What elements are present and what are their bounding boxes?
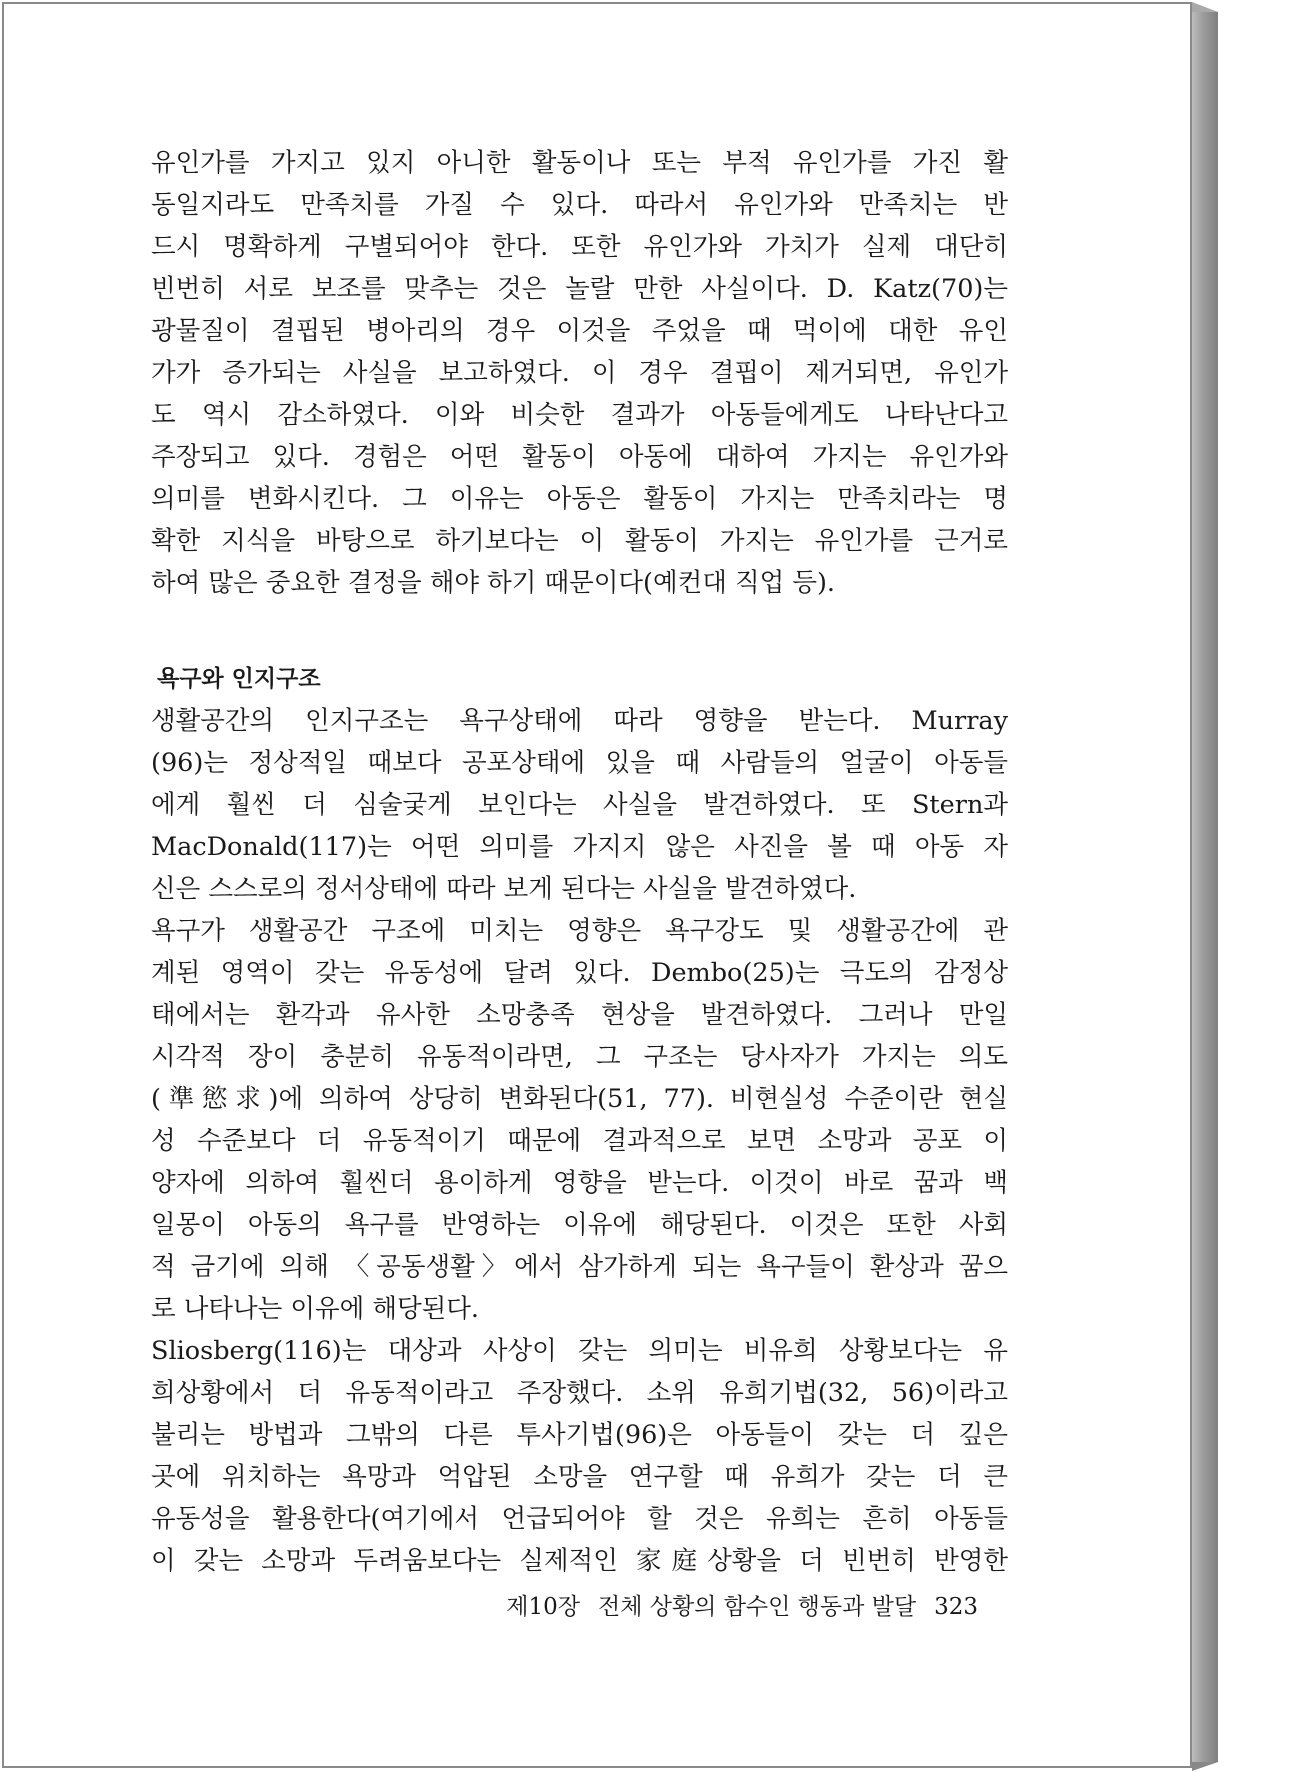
footer-chapter: 제10장 (506, 1594, 580, 1620)
text-line: 불리는 방법과 그밖의 다른 투사기법(96)은 아동들이 갖는 더 깊은 (151, 1420, 1008, 1450)
text-line: 계된 영역이 갖는 유동성에 달려 있다. Dembo(25)는 극도의 감정상 (151, 958, 1008, 988)
paragraph-intro (151, 142, 1008, 604)
text-line: 드시 명확하게 구별되어야 한다. 또한 유인가와 가치가 실제 대단히 (151, 232, 1008, 262)
text-line: 욕구가 생활공간 구조에 미치는 영향은 욕구강도 및 생활공간에 관 (151, 916, 1008, 946)
page-stack-edge-top (1192, 2, 1218, 12)
text-line: 곳에 위치하는 욕망과 억압된 소망을 연구할 때 유희가 갖는 더 큰 (151, 1462, 1008, 1492)
text-line: 빈번히 서로 보조를 맞추는 것은 놀랄 만한 사실이다. D. Katz(70)는 (151, 274, 1008, 304)
book-page (2, 2, 1192, 1768)
section-gap (151, 604, 1008, 658)
paragraph-needs-1 (151, 700, 1008, 910)
text-line: MacDonald(117)는 어떤 의미를 가지지 않은 사진을 볼 때 아동 자 (151, 832, 1008, 862)
text-line: 가가 증가되는 사실을 보고하였다. 이 경우 결핍이 제거되면, 유인가 (151, 358, 1008, 388)
text-line: (準慾求)에 의하여 상당히 변화된다(51, 77). 비현실성 수준이란 현실 (151, 1084, 1008, 1114)
text-line: 희상황에서 더 유동적이라고 주장했다. 소위 유희기법(32, 56)이라고 (151, 1378, 1008, 1408)
section-heading: 욕구와 인지구조 (157, 666, 321, 692)
text-line: 유인가를 가지고 있지 아니한 활동이나 또는 부적 유인가를 가진 활 (151, 148, 1008, 178)
text-line: 이 갖는 소망과 두려움보다는 실제적인 家庭상황을 더 빈번히 반영한 (151, 1546, 1008, 1576)
text-line: 태에서는 환각과 유사한 소망충족 현상을 발견하였다. 그러나 만일 (151, 1000, 1008, 1030)
text-line: 성 수준보다 더 유동적이기 때문에 결과적으로 보면 소망과 공포 이 (151, 1126, 1008, 1156)
text-line: 광물질이 결핍된 병아리의 경우 이것을 주었을 때 먹이에 대한 유인 (151, 316, 1008, 346)
page-body (151, 142, 1008, 1582)
page-stack-edge-bottom (1192, 1762, 1218, 1771)
paragraph-needs-3 (151, 1330, 1008, 1582)
text-line: 유동성을 활용한다(여기에서 언급되어야 할 것은 유희는 흔히 아동들 (151, 1504, 1008, 1534)
text-line: Sliosberg(116)는 대상과 사상이 갖는 의미는 비유희 상황보다는 유 (151, 1336, 1008, 1366)
text-line: 적 금기에 의해 〈공동생활〉에서 삼가하게 되는 욕구들이 환상과 꿈으 (151, 1252, 1008, 1282)
text-line: 양자에 의하여 훨씬더 용이하게 영향을 받는다. 이것이 바로 꿈과 백 (151, 1168, 1008, 1198)
text-line: 시각적 장이 충분히 유동적이라면, 그 구조는 당사자가 가지는 의도 (151, 1042, 1008, 1072)
text-line: (96)는 정상적일 때보다 공포상태에 있을 때 사람들의 얼굴이 아동들 (151, 748, 1008, 778)
text-line: 로 나타나는 이유에 해당된다. (151, 1294, 480, 1324)
text-line: 확한 지식을 바탕으로 하기보다는 이 활동이 가지는 유인가를 근거로 (151, 526, 1008, 556)
page-footer (444, 1587, 978, 1627)
text-line: 주장되고 있다. 경험은 어떤 활동이 아동에 대하여 가지는 유인가와 (151, 442, 1008, 472)
text-line: 생활공간의 인지구조는 욕구상태에 따라 영향을 받는다. Murray (151, 706, 1008, 736)
text-line: 의미를 변화시킨다. 그 이유는 아동은 활동이 가지는 만족치라는 명 (151, 484, 1008, 514)
paragraph-needs-2 (151, 910, 1008, 1330)
page-number: 323 (934, 1594, 978, 1620)
text-line: 신은 스스로의 정서상태에 따라 보게 된다는 사실을 발견하였다. (151, 874, 857, 904)
text-line: 동일지라도 만족치를 가질 수 있다. 따라서 유인가와 만족치는 반 (151, 190, 1008, 220)
text-line: 에게 훨씬 더 심술궂게 보인다는 사실을 발견하였다. 또 Stern과 (151, 790, 1008, 820)
footer-chapter-title: 전체 상황의 함수인 행동과 발달 (598, 1594, 917, 1620)
text-line: 하여 많은 중요한 결정을 해야 하기 때문이다(예컨대 직업 등). (151, 568, 836, 598)
text-line: 도 역시 감소하였다. 이와 비슷한 결과가 아동들에게도 나타난다고 (151, 400, 1008, 430)
page-stack-edge (1192, 12, 1218, 1762)
text-line: 일몽이 아동의 욕구를 반영하는 이유에 해당된다. 이것은 또한 사회 (151, 1210, 1008, 1240)
